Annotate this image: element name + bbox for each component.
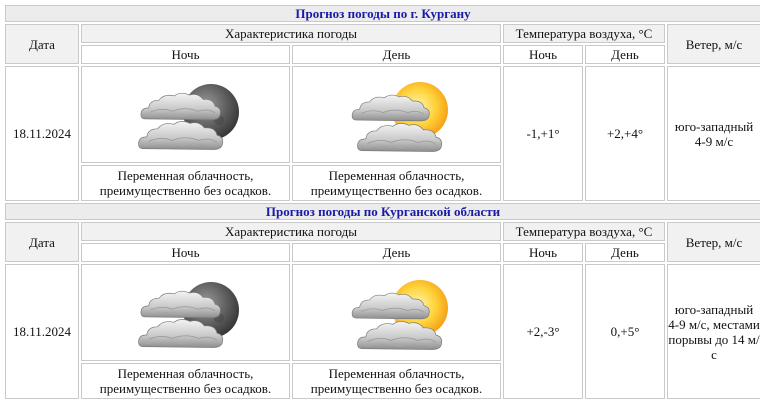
night-description: Переменная облачность, преимущественно без осадков.	[81, 165, 290, 201]
temp-night-value: +2,-3°	[503, 264, 583, 399]
temp-day-value: 0,+5°	[585, 264, 665, 399]
forecast-title: Прогноз погоды по Курганской области	[5, 203, 760, 220]
sun-clouds-icon	[342, 70, 452, 160]
temp-night-value: -1,+1°	[503, 66, 583, 201]
day-description: Переменная облачность, преимущественно без осадков.	[292, 363, 501, 399]
night-description: Переменная облачность, преимущественно без осадков.	[81, 363, 290, 399]
weather-night-label: Ночь	[81, 45, 290, 64]
night-icon-cell	[81, 264, 290, 361]
forecast-title: Прогноз погоды по г. Кургану	[5, 5, 760, 22]
temp-day-label: День	[585, 45, 665, 64]
temp-night-label: Ночь	[503, 243, 583, 262]
weather-header: Характеристика погоды	[81, 222, 501, 241]
night-icon-cell	[81, 66, 290, 163]
day-description: Переменная облачность, преимущественно без осадков.	[292, 165, 501, 201]
wind-value: юго-западный 4-9 м/с, местами порывы до 14 м/с	[667, 264, 760, 399]
temperature-header: Температура воздуха, °С	[503, 24, 665, 43]
forecast-page	[3, 3, 760, 401]
date-header: Дата	[5, 222, 79, 262]
forecast-table	[3, 3, 760, 401]
temp-day-label: День	[585, 243, 665, 262]
forecast-date: 18.11.2024	[5, 264, 79, 399]
temperature-header: Температура воздуха, °С	[503, 222, 665, 241]
moon-clouds-icon	[131, 70, 241, 160]
moon-clouds-icon	[131, 268, 241, 358]
weather-night-label: Ночь	[81, 243, 290, 262]
weather-header: Характеристика погоды	[81, 24, 501, 43]
sun-clouds-icon	[342, 268, 452, 358]
day-icon-cell	[292, 66, 501, 163]
forecast-date: 18.11.2024	[5, 66, 79, 201]
weather-day-label: День	[292, 45, 501, 64]
temp-night-label: Ночь	[503, 45, 583, 64]
date-header: Дата	[5, 24, 79, 64]
wind-header: Ветер, м/с	[667, 24, 760, 64]
weather-day-label: День	[292, 243, 501, 262]
day-icon-cell	[292, 264, 501, 361]
temp-day-value: +2,+4°	[585, 66, 665, 201]
wind-header: Ветер, м/с	[667, 222, 760, 262]
wind-value: юго-западный 4-9 м/с	[667, 66, 760, 201]
